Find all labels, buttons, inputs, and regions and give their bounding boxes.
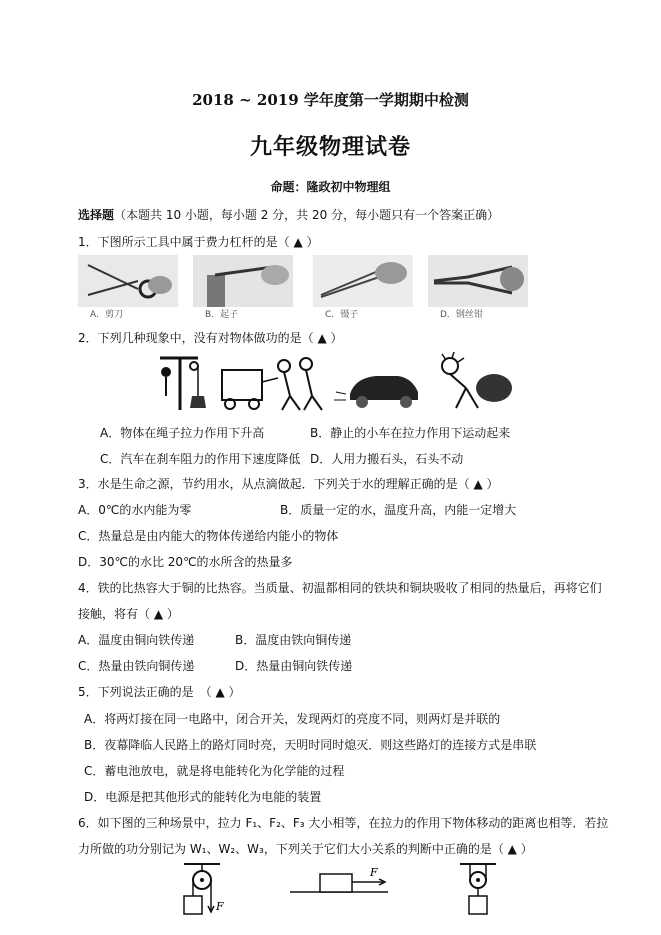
q5-option-a: A．将两灯接在同一电路中，闭合开关，发现两灯的亮度不同，则两灯是并联的 <box>84 712 501 726</box>
q4-option-d: D．热量由铜向铁传递 <box>235 659 353 673</box>
q5-option-c: C．蓄电池放电，就是将电能转化为化学能的过程 <box>84 764 345 778</box>
cart-pull-icon <box>222 358 322 410</box>
q1-image-opener <box>193 255 293 321</box>
q4-option-b: B．温度由铁向铜传递 <box>235 633 352 647</box>
q1-image-scissors <box>78 255 178 321</box>
q5-option-d: D．电源是把其他形式的能转化为电能的装置 <box>84 790 322 804</box>
q2-option-c: C．汽车在刹车阻力的作用下速度降低 <box>100 452 301 466</box>
force-label-2: F <box>370 866 378 879</box>
q6-force-diagrams <box>170 862 510 935</box>
q6-stem-line1: 6．如下图的三种场景中，拉力 F₁、F₂、F₃ 大小相等，在拉力的作用下物体移动的距离也相等．若拉 <box>78 816 609 830</box>
q3-option-c: C．热量总是由内能大的物体传递给内能小的物体 <box>78 529 339 543</box>
force-label-1: F <box>216 900 224 913</box>
bottle-opener-icon <box>193 255 293 307</box>
q1-caption-c: C．镊子 <box>325 310 359 320</box>
q2-option-b: B．静止的小车在拉力作用下运动起来 <box>310 426 511 440</box>
q3-option-b: B．质量一定的水，温度升高，内能一定增大 <box>280 503 517 517</box>
section-name: 选择题 <box>78 208 115 222</box>
q2-stem: 2．下列几种现象中，没有对物体做功的是（ ▲ ） <box>78 331 343 345</box>
term-title: 2018 ~ 2019 学年度第一学期期中检测 <box>192 91 469 109</box>
q1-image-tweezers <box>313 255 413 321</box>
section-heading <box>78 206 499 223</box>
q4-option-c: C．热量由铁向铜传递 <box>78 659 195 673</box>
q1-image-pliers <box>428 255 528 321</box>
fixed-pulley-diagram <box>184 864 220 914</box>
person-pushing-stone-icon <box>442 352 512 408</box>
tweezers-icon <box>313 255 413 307</box>
exam-author: 命题：隆政初中物理组 <box>270 180 391 194</box>
q2-cartoon-illustrations <box>150 352 520 414</box>
q1-stem: 1．下图所示工具中属于费力杠杆的是（ ▲ ） <box>78 235 319 249</box>
scissors-icon <box>78 255 178 307</box>
section-desc: （本题共 10 小题，每小题 2 分，共 20 分，每小题只有一个答案正确） <box>114 208 500 222</box>
pliers-icon <box>428 255 528 307</box>
q6-stem-line2: 力所做的功分别记为 W₁、W₂、W₃，下列关于它们大小关系的判断中正确的是（ ▲ ） <box>78 842 533 856</box>
q3-option-a: A．0℃的水内能为零 <box>78 503 192 517</box>
car-braking-icon <box>334 376 418 408</box>
q3-option-d: D．30℃的水比 20℃的水所含的热量多 <box>78 555 293 569</box>
q2-option-d: D．人用力搬石头，石头不动 <box>310 452 464 466</box>
movable-pulley-diagram <box>460 864 496 914</box>
q3-stem: 3．水是生命之源，节约用水，从点滴做起．下列关于水的理解正确的是（ ▲ ） <box>78 477 499 491</box>
q5-option-b: B．夜幕降临人民路上的路灯同时亮，天明时同时熄灭．则这些路灯的连接方式是串联 <box>84 738 537 752</box>
q2-option-a: A．物体在绳子拉力作用下升高 <box>100 426 265 440</box>
pulley-lift-icon <box>160 358 206 410</box>
q4-stem-line2: 接触，将有（ ▲ ） <box>78 607 179 621</box>
q1-caption-b: B．起子 <box>205 310 239 320</box>
q1-caption-a: A．剪刀 <box>90 310 124 320</box>
q4-stem-line1: 4．铁的比热容大于铜的比热容。当质量、初温都相同的铁块和铜块吸收了相同的热量后，再将它们 <box>78 581 602 595</box>
q4-option-a: A．温度由铜向铁传递 <box>78 633 195 647</box>
q1-caption-d: D．钢丝钳 <box>440 310 483 320</box>
q5-stem: 5．下列说法正确的是 （ ▲ ） <box>78 685 241 699</box>
exam-title: 九年级物理试卷 <box>249 134 411 160</box>
